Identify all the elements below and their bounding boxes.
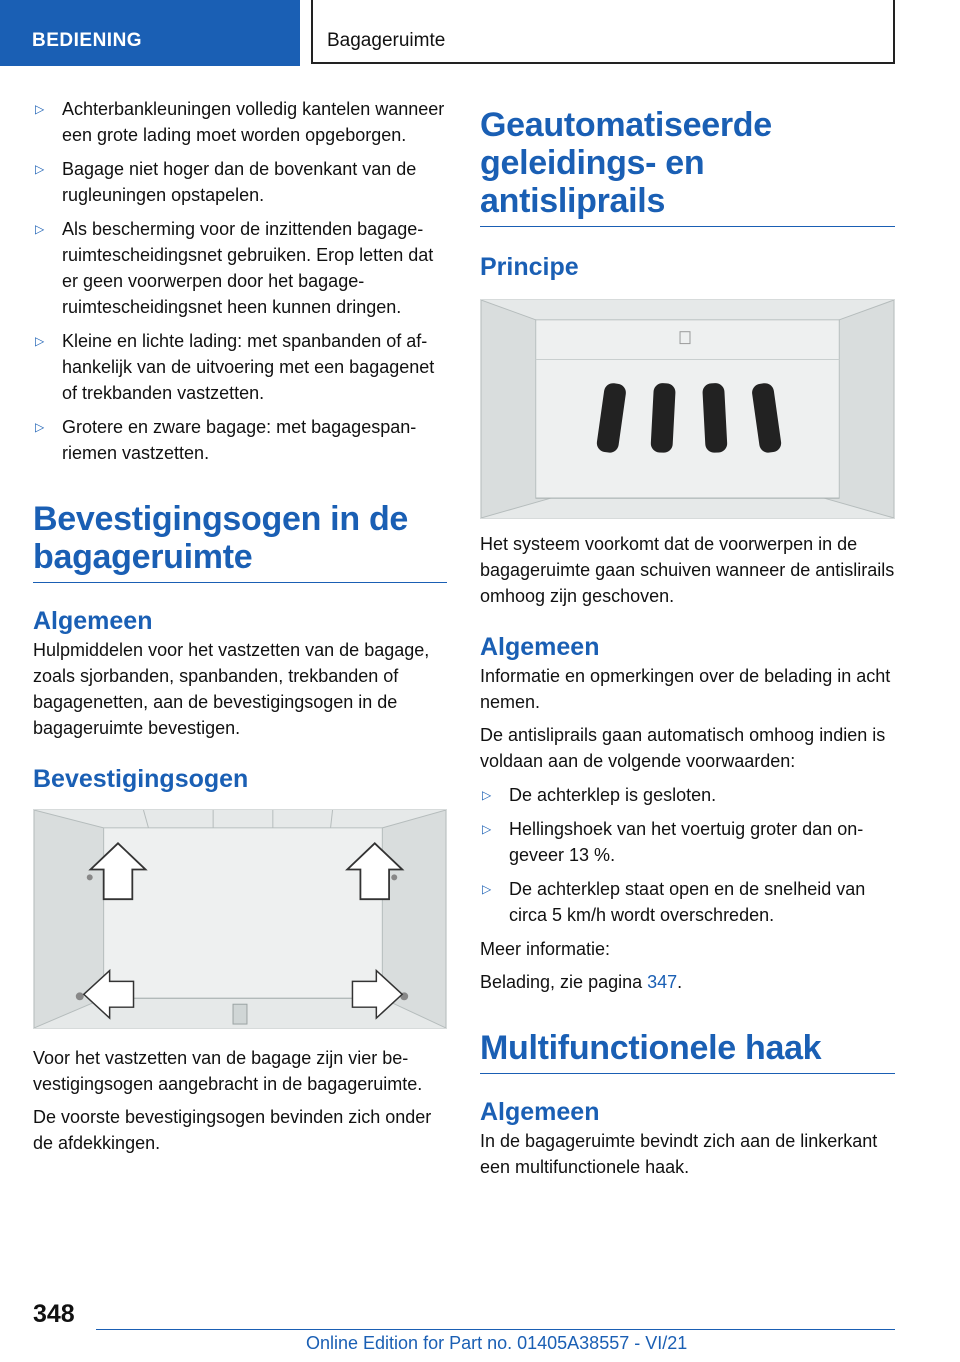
- triangle-bullet-icon: ▷: [35, 222, 45, 236]
- cross-reference: Belading, zie pagina 347.: [480, 972, 683, 992]
- triangle-bullet-icon: ▷: [482, 882, 492, 896]
- general-text: Informatie en opmerkingen over de belading in acht nemen.: [480, 666, 891, 712]
- caption-text: Voor het vastzetten van de bagage zijn vier bevestigingsogen aangebracht in de bagageruimte.: [33, 1048, 423, 1094]
- general-text: Hulpmiddelen voor het vastzetten van de bagage, zoals sjorbanden, spanbanden, trekbanden of bagagenetten, aan de bevestigingsogen in de bagageruimte bevestigen.: [33, 640, 430, 738]
- general-text: De antisliprails gaan automatisch omhoog indien is voldaan aan de volgende voorwaarden:: [480, 725, 886, 771]
- list-item: ▷ Grotere en zware bagage: met bagagespanriemen vastzetten.: [33, 414, 447, 466]
- list-item: ▷ De achterklep staat open en de snelheid van circa 5 km/h wordt overschreden.: [480, 876, 895, 928]
- tie-down-eyes-illustration: [33, 809, 447, 1029]
- subheading-general: Algemeen: [33, 607, 153, 635]
- more-info-label: Meer informatie:: [480, 939, 611, 959]
- list-item: ▷ Achterbankleuningen volledig kantelen wanneer een grote lading moet worden opgeborgen.: [33, 96, 447, 148]
- edition-text: Online Edition for Part no. 01405A38557 - VI/21: [306, 1333, 688, 1353]
- right-column: [480, 96, 895, 1187]
- footer-divider: [96, 1329, 895, 1330]
- triangle-bullet-icon: ▷: [35, 420, 45, 434]
- list-item: ▷ Bagage niet hoger dan de bovenkant van de rugleuningen opstapelen.: [33, 156, 447, 208]
- list-item: ▷ De achterklep is gesloten.: [480, 782, 895, 808]
- chapter-header: [311, 0, 895, 64]
- list-item: ▷ Hellingshoek van het voertuig groter dan ongeveer 13 %.: [480, 816, 895, 868]
- chapter-title: Bagageruimte: [327, 30, 446, 51]
- subheading-principle: Principe: [480, 253, 579, 281]
- section-heading: Multifunctionele haak: [480, 1029, 895, 1074]
- triangle-bullet-icon: ▷: [35, 334, 45, 348]
- caption-text: De voorste bevestigingsogen bevinden zich onder de afdekkingen.: [33, 1107, 432, 1153]
- hook-text: In de bagageruimte bevindt zich aan de linkerkant een multifunctionele haak.: [480, 1131, 878, 1177]
- subheading-general: Algemeen: [480, 633, 600, 661]
- page-reference-link[interactable]: 347: [647, 972, 678, 992]
- section-heading: Geautomatiseerde geleidings- en antisliprails: [480, 106, 895, 227]
- list-item: ▷ Als bescherming voor de inzittenden bagageruimtescheidingsnet gebruiken. Erop letten dat er geen voorwerpen door het bagageruimtescheidingsnet heen kunnen dringen.: [33, 216, 447, 320]
- subheading-general: Algemeen: [480, 1098, 600, 1126]
- section-heading: Bevestigingsogen in de bagageruimte: [33, 500, 447, 583]
- conditions-bullet-list: [480, 782, 895, 928]
- triangle-bullet-icon: ▷: [35, 162, 45, 176]
- triangle-bullet-icon: ▷: [482, 788, 492, 802]
- safety-bullet-list: [33, 96, 447, 466]
- triangle-bullet-icon: ▷: [35, 102, 45, 116]
- triangle-bullet-icon: ▷: [482, 822, 492, 836]
- section-label: BEDIENING: [32, 30, 143, 51]
- principle-text: Het systeem voorkomt dat de voorwerpen in de bagageruimte gaan schuiven wanneer de antislirails omhoog zijn geschoven.: [480, 534, 895, 606]
- antislip-rails-illustration: [480, 299, 895, 519]
- subheading-eyes: Bevestigingsogen: [33, 765, 249, 793]
- list-item: ▷ Kleine en lichte lading: met spanbanden of afhankelijk van de uitvoering met een bagagenet of trekbanden vastzetten.: [33, 328, 447, 406]
- section-tab: [0, 0, 300, 66]
- page-number: 348: [33, 1300, 75, 1328]
- left-column: [33, 96, 447, 1163]
